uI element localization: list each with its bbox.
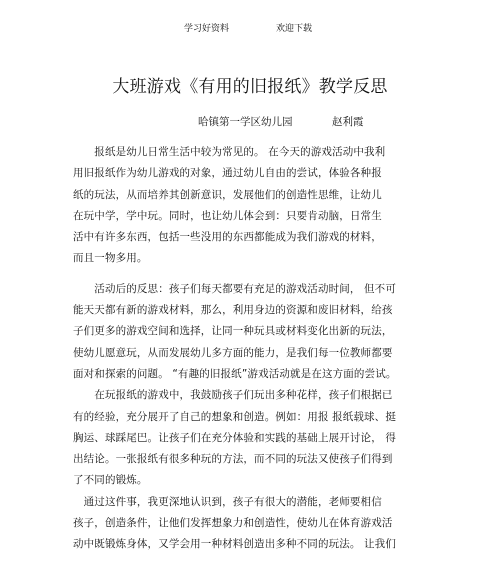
header-left-text: 学习好资料 <box>184 24 230 34</box>
paragraph-line: 活动后的反思：孩子们每天都要有充足的游戏活动时间， 但不可 <box>73 282 396 295</box>
page-header <box>0 21 500 37</box>
author-organization: 哈镇第一学区幼儿园 <box>198 116 293 128</box>
paragraph-gap <box>73 270 403 279</box>
paragraph-line: 面对和探索的问题。 “有趣的旧报纸”游戏活动就是在这方面的尝试。 <box>73 367 397 380</box>
paragraph-line: 能天天都有新的游戏材料，那么，利用身边的资源和废旧材料，给孩 <box>73 304 393 317</box>
paragraph-line: 子们更多的游戏空间和选择，让同一种玩具或材料变化出新的玩法， <box>73 325 393 338</box>
paragraph-line: 胸运、球踩尾巴。让孩子们在充分体验和实践的基础上展开讨论， 得 <box>73 431 396 444</box>
author-name: 赵利霞 <box>332 116 364 128</box>
paragraph-line: 在玩中学，学中玩。同时，也让幼儿体会到：只要肯动脑，日常生 <box>73 209 382 222</box>
paragraph-line: 孩子，创造条件，让他们发挥想象力和创造性，使幼儿在体育游戏活 <box>73 517 393 530</box>
paragraph-line: 了不同的锻炼。 <box>73 474 148 487</box>
document-body <box>73 142 403 556</box>
byline <box>0 113 500 131</box>
paragraph-line: 通过这件事，我更深地认识到，孩子有很大的潜能，老师要相信 <box>73 495 382 508</box>
paragraph <box>73 492 403 556</box>
paragraph <box>73 385 403 491</box>
paragraph-line: 而且一物多用。 <box>73 252 148 265</box>
paragraph <box>73 279 403 385</box>
header-right-text: 欢迎下载 <box>276 24 313 34</box>
paragraph-line: 动中既锻炼身体，又学会用一种材料创造出多种不同的玩法。 让我们 <box>73 538 396 551</box>
paragraph-line: 报纸是幼儿日常生活中较为常见的。 在今天的游戏活动中我利 <box>73 146 386 158</box>
paragraph <box>73 142 403 270</box>
paragraph-line: 出结论。一张报纸有很多种玩的方法，而不同的玩法又使孩子们得到 <box>73 453 393 466</box>
paragraph-line: 有的经验，充分展开了自己的想象和创造。例如：用报 报纸载球、挺 <box>73 410 396 423</box>
paragraph-line: 纸的玩法，从而培养其创新意识，发展他们的创造性思维，让幼儿 <box>73 188 382 201</box>
paragraph-line: 用旧报纸作为幼儿游戏的对象，通过幼儿自由的尝试，体验各种报 <box>73 167 382 180</box>
paragraph-line: 活中有许多东西，包括一些没用的东西都能成为我们游戏的材料， <box>73 231 382 244</box>
paragraph-line: 使幼儿愿意玩，从而发展幼儿多方面的能力，是我们每一位教师都要 <box>73 346 393 359</box>
paragraph-line: 在玩报纸的游戏中，我鼓励孩子们玩出多种花样，孩子们根据已 <box>73 389 393 402</box>
document-title: 大班游戏《有用的旧报纸》教学反思 <box>112 77 388 97</box>
